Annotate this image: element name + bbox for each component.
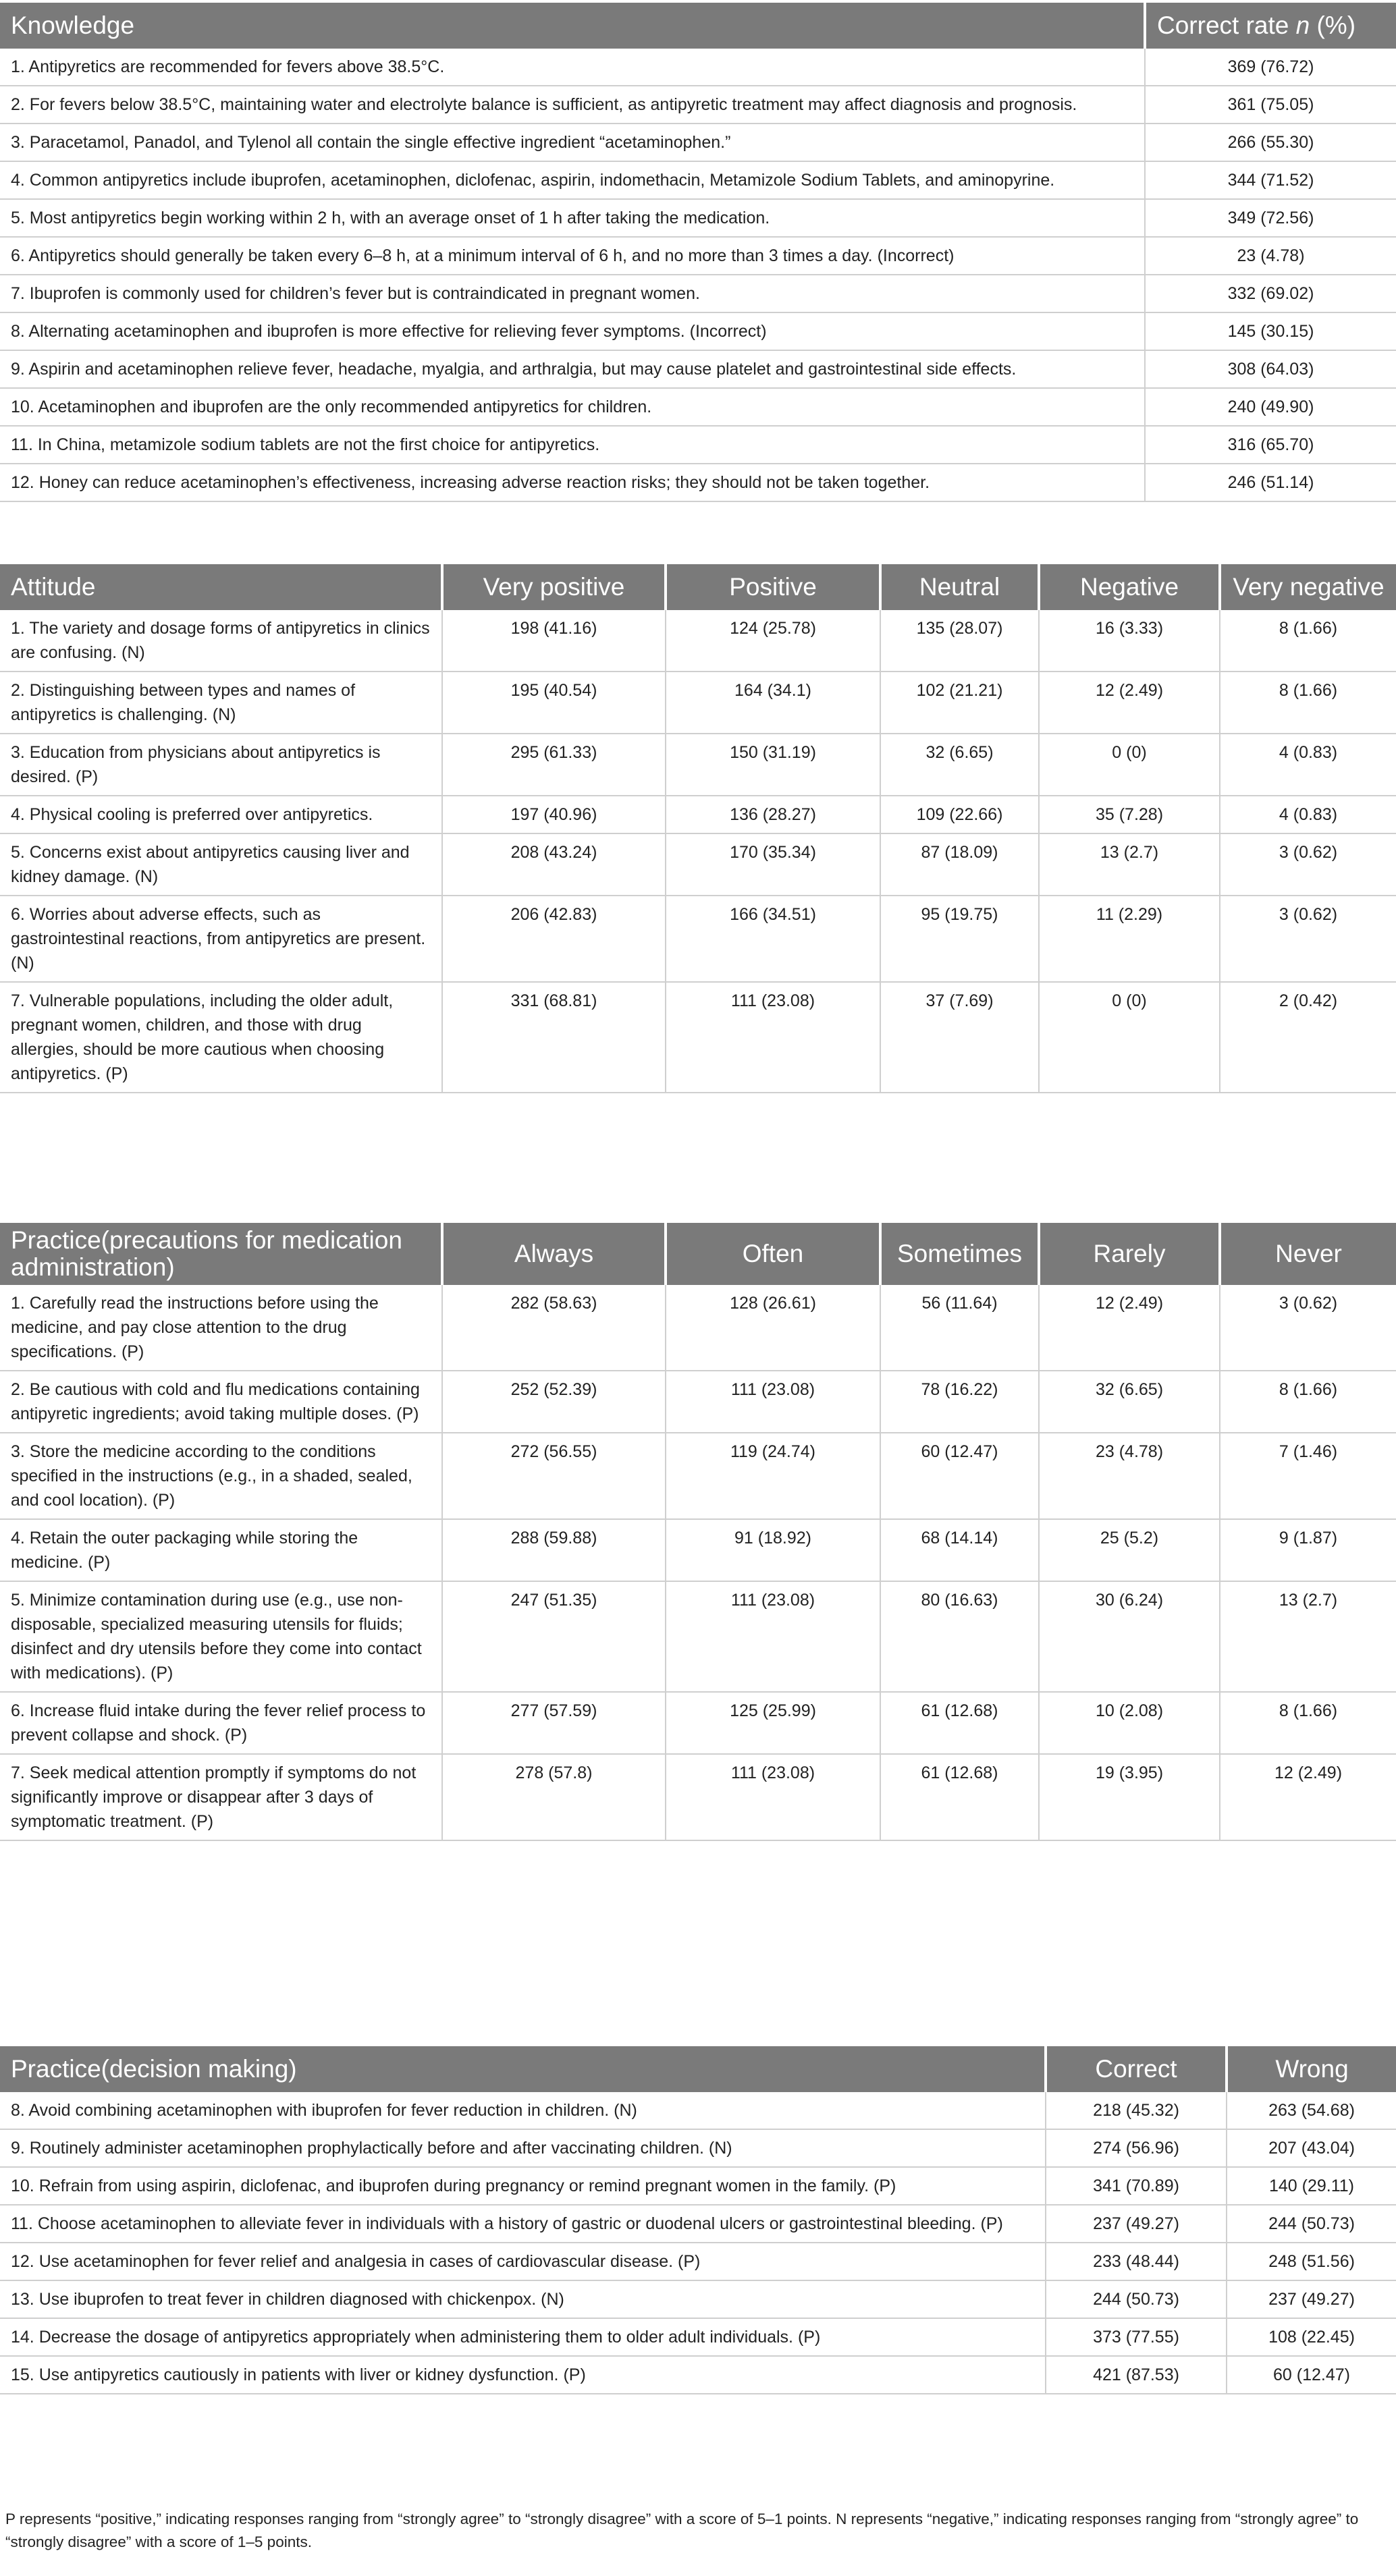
response-count: 272 (56.55) (442, 1433, 666, 1519)
table-row (0, 2356, 1396, 2394)
response-count: 68 (14.14) (880, 1519, 1039, 1581)
knowledge-header-item: Knowledge (0, 3, 1145, 49)
correct-rate: 23 (4.78) (1145, 237, 1396, 275)
attitude-item: 2. Distinguishing between types and names of antipyretics is challenging. (N) (0, 672, 442, 734)
practice-precautions-header-col: Often (666, 1223, 880, 1285)
response-count: 16 (3.33) (1039, 610, 1220, 672)
response-count: 0 (0) (1039, 982, 1220, 1093)
practice-decision-header-row (0, 2046, 1396, 2092)
response-count: 263 (54.68) (1227, 2092, 1396, 2129)
response-count: 80 (16.63) (880, 1581, 1039, 1692)
knowledge-item: 7. Ibuprofen is commonly used for children’s fever but is contraindicated in pregnant women. (0, 275, 1145, 312)
response-count: 19 (3.95) (1039, 1754, 1220, 1840)
response-count: 218 (45.32) (1046, 2092, 1227, 2129)
table-row (0, 464, 1396, 501)
response-count: 23 (4.78) (1039, 1433, 1220, 1519)
response-count: 78 (16.22) (880, 1371, 1039, 1433)
table-row (0, 896, 1396, 982)
response-count: 35 (7.28) (1039, 796, 1220, 833)
practice-precautions-table (0, 1223, 1396, 1841)
response-count: 61 (12.68) (880, 1692, 1039, 1754)
correct-rate: 240 (49.90) (1145, 388, 1396, 426)
attitude-item: 1. The variety and dosage forms of antipyretics in clinics are confusing. (N) (0, 610, 442, 672)
attitude-header-col: Very positive (442, 564, 666, 610)
response-count: 32 (6.65) (1039, 1371, 1220, 1433)
table-row (0, 1285, 1396, 1371)
attitude-header-col: Very negative (1220, 564, 1396, 610)
knowledge-item: 3. Paracetamol, Panadol, and Tylenol all contain the single effective ingredient “acetaminophen.” (0, 124, 1145, 161)
knowledge-item: 6. Antipyretics should generally be taken every 6–8 h, at a minimum interval of 6 h, and no more than 3 times a day. (Incorrect) (0, 237, 1145, 275)
practice-precautions-header-col: Never (1220, 1223, 1396, 1285)
practice-decision-item: 14. Decrease the dosage of antipyretics appropriately when administering them to older adult individuals. (P) (0, 2318, 1046, 2356)
table-row (0, 350, 1396, 388)
response-count: 8 (1.66) (1220, 1692, 1396, 1754)
attitude-header-col: Positive (666, 564, 880, 610)
attitude-item: 4. Physical cooling is preferred over antipyretics. (0, 796, 442, 833)
table-row (0, 1371, 1396, 1433)
response-count: 208 (43.24) (442, 833, 666, 896)
table-row (0, 2205, 1396, 2243)
practice-decision-table (0, 2046, 1396, 2394)
response-count: 3 (0.62) (1220, 896, 1396, 982)
response-count: 111 (23.08) (666, 982, 880, 1093)
response-count: 198 (41.16) (442, 610, 666, 672)
practice-decision-item: 12. Use acetaminophen for fever relief and analgesia in cases of cardiovascular disease. (P) (0, 2243, 1046, 2280)
response-count: 421 (87.53) (1046, 2356, 1227, 2394)
knowledge-header-row (0, 3, 1396, 49)
response-count: 206 (42.83) (442, 896, 666, 982)
practice-decision-header-col: Correct (1046, 2046, 1227, 2092)
correct-rate: 361 (75.05) (1145, 86, 1396, 124)
practice-precautions-item: 4. Retain the outer packaging while storing the medicine. (P) (0, 1519, 442, 1581)
table-row (0, 161, 1396, 199)
table-row (0, 610, 1396, 672)
table-row (0, 672, 1396, 734)
response-count: 331 (68.81) (442, 982, 666, 1093)
response-count: 124 (25.78) (666, 610, 880, 672)
response-count: 150 (31.19) (666, 734, 880, 796)
practice-precautions-header-col: Sometimes (880, 1223, 1039, 1285)
response-count: 244 (50.73) (1046, 2280, 1227, 2318)
table-row (0, 199, 1396, 237)
knowledge-item: 2. For fevers below 38.5°C, maintaining water and electrolyte balance is sufficient, as antipyretic treatment may affect diagnosis and prognosis. (0, 86, 1145, 124)
knowledge-header-rate (1145, 3, 1396, 49)
table-row (0, 2318, 1396, 2356)
table-row (0, 275, 1396, 312)
practice-precautions-header-col: Always (442, 1223, 666, 1285)
practice-precautions-item: 1. Carefully read the instructions before using the medicine, and pay close attention to the drug specifications. (P) (0, 1285, 442, 1371)
table-row (0, 1692, 1396, 1754)
rate-header-suffix: (%) (1310, 11, 1356, 39)
response-count: 282 (58.63) (442, 1285, 666, 1371)
table-row (0, 982, 1396, 1093)
knowledge-item: 5. Most antipyretics begin working within 2 h, with an average onset of 1 h after taking the medication. (0, 199, 1145, 237)
practice-precautions-item: 5. Minimize contamination during use (e.g., use non-disposable, specialized measuring utensils for fluids; disinfect and dry utensils before they come into contact with medications). (P) (0, 1581, 442, 1692)
practice-precautions-item: 7. Seek medical attention promptly if symptoms do not significantly improve or disappear after 3 days of symptomatic treatment. (P) (0, 1754, 442, 1840)
response-count: 13 (2.7) (1220, 1581, 1396, 1692)
practice-decision-item: 11. Choose acetaminophen to alleviate fever in individuals with a history of gastric or duodenal ulcers or gastrointestinal bleeding. (P) (0, 2205, 1046, 2243)
correct-rate: 308 (64.03) (1145, 350, 1396, 388)
practice-precautions-header-row (0, 1223, 1396, 1285)
response-count: 244 (50.73) (1227, 2205, 1396, 2243)
response-count: 61 (12.68) (880, 1754, 1039, 1840)
table-row (0, 124, 1396, 161)
response-count: 56 (11.64) (880, 1285, 1039, 1371)
table-row (0, 312, 1396, 350)
response-count: 8 (1.66) (1220, 1371, 1396, 1433)
knowledge-item: 10. Acetaminophen and ibuprofen are the only recommended antipyretics for children. (0, 388, 1145, 426)
attitude-header-item: Attitude (0, 564, 442, 610)
response-count: 9 (1.87) (1220, 1519, 1396, 1581)
practice-decision-header-item: Practice(decision making) (0, 2046, 1046, 2092)
response-count: 111 (23.08) (666, 1581, 880, 1692)
response-count: 91 (18.92) (666, 1519, 880, 1581)
response-count: 195 (40.54) (442, 672, 666, 734)
knowledge-item: 11. In China, metamizole sodium tablets are not the first choice for antipyretics. (0, 426, 1145, 464)
table-row (0, 796, 1396, 833)
response-count: 136 (28.27) (666, 796, 880, 833)
knowledge-item: 12. Honey can reduce acetaminophen’s effectiveness, increasing adverse reaction risks; they should not be taken together. (0, 464, 1145, 501)
practice-precautions-item: 2. Be cautious with cold and flu medications containing antipyretic ingredients; avoid taking multiple doses. (P) (0, 1371, 442, 1433)
practice-precautions-item: 3. Store the medicine according to the conditions specified in the instructions (e.g., in a shaded, sealed, and cool location). (P) (0, 1433, 442, 1519)
response-count: 125 (25.99) (666, 1692, 880, 1754)
response-count: 119 (24.74) (666, 1433, 880, 1519)
response-count: 11 (2.29) (1039, 896, 1220, 982)
table-row (0, 2280, 1396, 2318)
response-count: 3 (0.62) (1220, 1285, 1396, 1371)
table-row (0, 2243, 1396, 2280)
response-count: 12 (2.49) (1039, 672, 1220, 734)
knowledge-table (0, 3, 1396, 502)
table-row (0, 1754, 1396, 1840)
response-count: 197 (40.96) (442, 796, 666, 833)
practice-precautions-item: 6. Increase fluid intake during the fever relief process to prevent collapse and shock. (P) (0, 1692, 442, 1754)
practice-decision-item: 9. Routinely administer acetaminophen prophylactically before and after vaccinating children. (N) (0, 2129, 1046, 2167)
response-count: 237 (49.27) (1046, 2205, 1227, 2243)
response-count: 128 (26.61) (666, 1285, 880, 1371)
response-count: 95 (19.75) (880, 896, 1039, 982)
response-count: 7 (1.46) (1220, 1433, 1396, 1519)
table-row (0, 86, 1396, 124)
response-count: 8 (1.66) (1220, 672, 1396, 734)
response-count: 111 (23.08) (666, 1371, 880, 1433)
response-count: 60 (12.47) (880, 1433, 1039, 1519)
response-count: 277 (57.59) (442, 1692, 666, 1754)
attitude-header-row (0, 564, 1396, 610)
response-count: 295 (61.33) (442, 734, 666, 796)
correct-rate: 246 (51.14) (1145, 464, 1396, 501)
response-count: 3 (0.62) (1220, 833, 1396, 896)
attitude-header-col: Neutral (880, 564, 1039, 610)
practice-decision-item: 13. Use ibuprofen to treat fever in children diagnosed with chickenpox. (N) (0, 2280, 1046, 2318)
response-count: 233 (48.44) (1046, 2243, 1227, 2280)
correct-rate: 349 (72.56) (1145, 199, 1396, 237)
response-count: 30 (6.24) (1039, 1581, 1220, 1692)
response-count: 25 (5.2) (1039, 1519, 1220, 1581)
response-count: 102 (21.21) (880, 672, 1039, 734)
correct-rate: 145 (30.15) (1145, 312, 1396, 350)
table-row (0, 833, 1396, 896)
response-count: 164 (34.1) (666, 672, 880, 734)
attitude-item: 3. Education from physicians about antipyretics is desired. (P) (0, 734, 442, 796)
table-row (0, 237, 1396, 275)
attitude-header-col: Negative (1039, 564, 1220, 610)
table-row (0, 2129, 1396, 2167)
rate-header-prefix: Correct rate (1157, 11, 1296, 39)
response-count: 111 (23.08) (666, 1754, 880, 1840)
practice-decision-item: 8. Avoid combining acetaminophen with ibuprofen for fever reduction in children. (N) (0, 2092, 1046, 2129)
correct-rate: 316 (65.70) (1145, 426, 1396, 464)
practice-decision-item: 15. Use antipyretics cautiously in patients with liver or kidney dysfunction. (P) (0, 2356, 1046, 2394)
correct-rate: 344 (71.52) (1145, 161, 1396, 199)
correct-rate: 369 (76.72) (1145, 49, 1396, 86)
rate-header-n: n (1295, 11, 1310, 39)
response-count: 4 (0.83) (1220, 734, 1396, 796)
table-row (0, 426, 1396, 464)
response-count: 237 (49.27) (1227, 2280, 1396, 2318)
knowledge-item: 4. Common antipyretics include ibuprofen, acetaminophen, diclofenac, aspirin, indomethacin, Metamizole Sodium Tablets, and aminopyrine. (0, 161, 1145, 199)
attitude-item: 7. Vulnerable populations, including the older adult, pregnant women, children, and those with drug allergies, should be more cautious when choosing antipyretics. (P) (0, 982, 442, 1093)
knowledge-item: 9. Aspirin and acetaminophen relieve fever, headache, myalgia, and arthralgia, but may cause platelet and gastrointestinal side effects. (0, 350, 1145, 388)
response-count: 274 (56.96) (1046, 2129, 1227, 2167)
table-row (0, 388, 1396, 426)
response-count: 87 (18.09) (880, 833, 1039, 896)
response-count: 247 (51.35) (442, 1581, 666, 1692)
response-count: 12 (2.49) (1039, 1285, 1220, 1371)
practice-precautions-header-col: Rarely (1039, 1223, 1220, 1285)
correct-rate: 266 (55.30) (1145, 124, 1396, 161)
response-count: 109 (22.66) (880, 796, 1039, 833)
response-count: 8 (1.66) (1220, 610, 1396, 672)
response-count: 32 (6.65) (880, 734, 1039, 796)
response-count: 4 (0.83) (1220, 796, 1396, 833)
knowledge-item: 8. Alternating acetaminophen and ibuprofen is more effective for relieving fever symptoms. (Incorrect) (0, 312, 1145, 350)
response-count: 341 (70.89) (1046, 2167, 1227, 2205)
attitude-item: 5. Concerns exist about antipyretics causing liver and kidney damage. (N) (0, 833, 442, 896)
response-count: 278 (57.8) (442, 1754, 666, 1840)
response-count: 2 (0.42) (1220, 982, 1396, 1093)
table-row (0, 2167, 1396, 2205)
response-count: 140 (29.11) (1227, 2167, 1396, 2205)
response-count: 248 (51.56) (1227, 2243, 1396, 2280)
attitude-item: 6. Worries about adverse effects, such as gastrointestinal reactions, from antipyretics are present. (N) (0, 896, 442, 982)
response-count: 373 (77.55) (1046, 2318, 1227, 2356)
table-row (0, 1581, 1396, 1692)
response-count: 166 (34.51) (666, 896, 880, 982)
table-row (0, 734, 1396, 796)
response-count: 135 (28.07) (880, 610, 1039, 672)
attitude-table (0, 564, 1396, 1093)
knowledge-item: 1. Antipyretics are recommended for fevers above 38.5°C. (0, 49, 1145, 86)
table-row (0, 1519, 1396, 1581)
response-count: 207 (43.04) (1227, 2129, 1396, 2167)
response-count: 37 (7.69) (880, 982, 1039, 1093)
response-count: 60 (12.47) (1227, 2356, 1396, 2394)
table-footnote: P represents “positive,” indicating responses ranging from “strongly agree” to “strongly disagree” with a score of 5–1 points. N represents “negative,” indicating responses ranging from “strongly agree” to “strongly disagree” with a score of 1–5 points. (5, 2511, 1359, 2550)
response-count: 0 (0) (1039, 734, 1220, 796)
response-count: 252 (52.39) (442, 1371, 666, 1433)
practice-precautions-header-item: Practice(precautions for medication administration) (0, 1223, 442, 1285)
response-count: 10 (2.08) (1039, 1692, 1220, 1754)
response-count: 288 (59.88) (442, 1519, 666, 1581)
table-row (0, 1433, 1396, 1519)
practice-decision-item: 10. Refrain from using aspirin, diclofenac, and ibuprofen during pregnancy or remind pregnant women in the family. (P) (0, 2167, 1046, 2205)
response-count: 13 (2.7) (1039, 833, 1220, 896)
table-row (0, 49, 1396, 86)
response-count: 12 (2.49) (1220, 1754, 1396, 1840)
practice-decision-header-col: Wrong (1227, 2046, 1396, 2092)
correct-rate: 332 (69.02) (1145, 275, 1396, 312)
table-row (0, 2092, 1396, 2129)
response-count: 170 (35.34) (666, 833, 880, 896)
response-count: 108 (22.45) (1227, 2318, 1396, 2356)
